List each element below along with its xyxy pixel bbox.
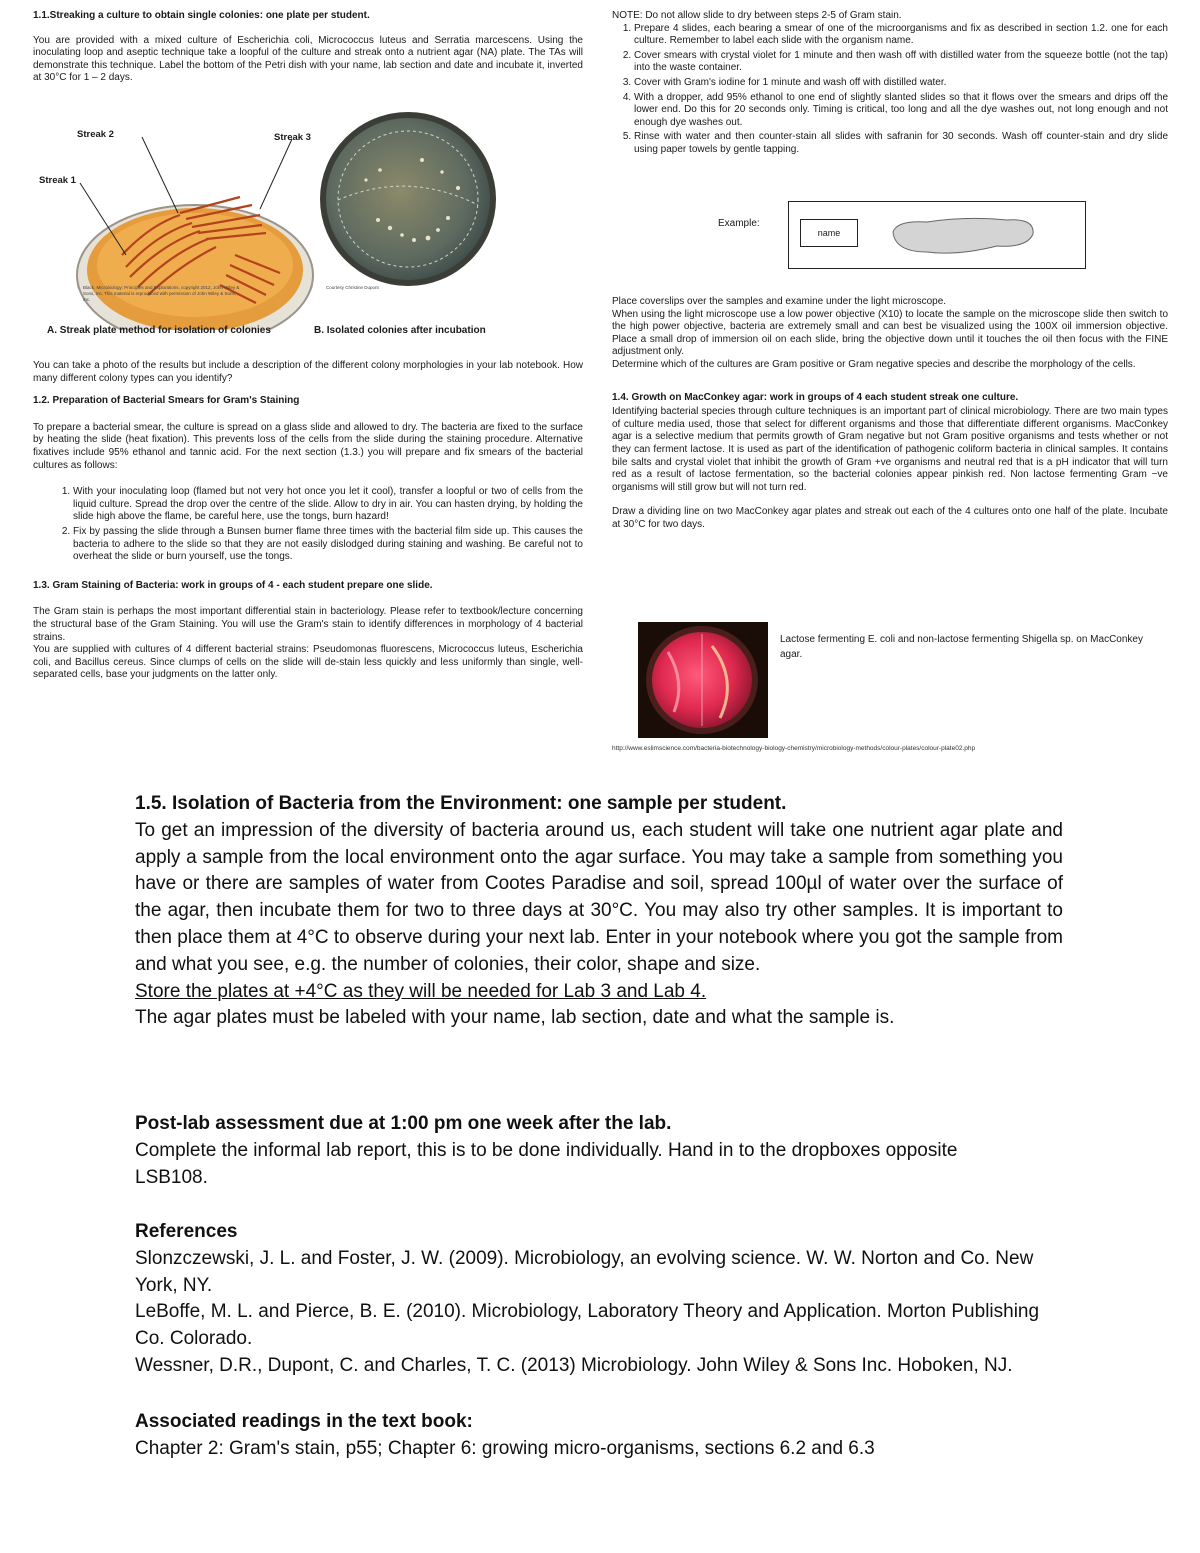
figure-a-credit: Black, Microbiology: Principles and Explorations, copyright 2012, John Wiley & Sons, Inc. This material is reproduced with permission of John Wiley & Sons, Inc. bbox=[83, 285, 240, 302]
reference-item: Slonzczewski, J. L. and Foster, J. W. (2009). Microbiology, an evolving science. W. W. Norton and Co. New York, NY. bbox=[135, 1247, 1034, 1296]
section-1-3-title: 1.3. Gram Staining of Bacteria: work in groups of 4 - each student prepare one slide. bbox=[33, 579, 433, 591]
figure-a-caption: A. Streak plate method for isolation of colonies bbox=[47, 325, 271, 336]
gram-step: 1. Prepare 4 slides, each bearing a smear of one of the microorganisms and fix as described in section 1.2. one for each culture. Remember to label each slide with the organism name. bbox=[634, 23, 1168, 48]
post-lab-title: Post-lab assessment due at 1:00 pm one week after the lab. bbox=[135, 1113, 672, 1134]
example-label: Example: bbox=[718, 218, 760, 229]
section-1-3-paragraph-2: You are supplied with cultures of 4 different bacterial strains: Pseudomonas fluorescens, Micrococcus luteus, Escherichia coli, and Bacillus cereus. Since clumps of cells on the slide will de-stain less quickly and less uniformly than single, well-separated cells, base your judgments on the latter only. bbox=[33, 644, 583, 681]
section-1-4-paragraph: Identifying bacterial species through culture techniques is an important part of clinical microbiology. There are two main types of culture media used, those that select for different organisms and those that differentiate different organisms. MacConkey agar is a selective medium that permits growth of Gram negative but not Gram positive organisms and tests whether or not they can ferment lactose. It is used as part of the identification of pathogenic coliform bacteria in clinical samples. It contains bile salts and crystal violet that inhibit the growth of Gram +ve organisms and neutral red that is a pH indicator that will turn red as a result of lactose fermentation, so the bacterial colonies appear pinkish red. Non lactose fermenting Gram −ve organisms will still grow but will not turn red. bbox=[612, 406, 1168, 493]
section-1-5 bbox=[135, 791, 1063, 1032]
references-section bbox=[135, 1219, 1045, 1380]
section-1-1-paragraph-2: You can take a photo of the results but include a description of the different colony morphologies in your lab notebook. How many different colony types can you identify? bbox=[33, 360, 583, 384]
gram-stain-note: NOTE: Do not allow slide to dry between steps 2-5 of Gram stain. bbox=[612, 10, 902, 21]
left-column-lower bbox=[33, 360, 583, 682]
example-slide bbox=[788, 201, 1086, 269]
references-title: References bbox=[135, 1221, 238, 1242]
macconkey-plate-photo bbox=[638, 622, 768, 738]
post-lab-section bbox=[135, 1111, 1035, 1191]
coverslip-paragraph: Place coverslips over the samples and examine under the light microscope. bbox=[612, 296, 947, 307]
section-1-2-title: 1.2. Preparation of Bacterial Smears for Gram's Staining bbox=[33, 395, 300, 407]
readings-section bbox=[135, 1409, 1063, 1463]
macconkey-source-url: http://www.eslimscience.com/bacteria-biotechnology-biology-chemistry/microbiology-methods/colour-plates/colour-plate02.php bbox=[612, 745, 976, 752]
section-1-1-paragraph: You are provided with a mixed culture of Escherichia coli, Micrococcus luteus and Serratia marcescens. Using the inoculating loop and aseptic technique take a loopful of the culture and streak onto a nutrient agar (NA) plate. The TAs will demonstrate this technique. Label the bottom of the Petri dish with your name, lab section and date and incubate it, inverted at 30°C for 1 – 2 days. bbox=[33, 34, 583, 84]
section-1-4-paragraph-2: Draw a dividing line on two MacConkey agar plates and streak out each of the 4 cultures onto one half of the plate. Incubate at 30°C for two days. bbox=[612, 506, 1168, 530]
gram-step: 4. With a dropper, add 95% ethanol to one end of slightly slanted slides so that it flows over the smears and drips off the lower end. Do this for 20 seconds only. Timing is critical, too long and all the dye washes out, not long enough and not enough dye washes out. bbox=[634, 92, 1168, 130]
smear-shape bbox=[887, 212, 1037, 258]
left-column bbox=[33, 10, 583, 85]
reference-item: LeBoffe, M. L. and Pierce, B. E. (2010). Microbiology, Laboratory Theory and Application. Morton Publishing Co. Colorado. bbox=[135, 1301, 1040, 1350]
streak-label-3: Streak 3 bbox=[274, 132, 311, 143]
section-1-1-title: 1.1.Streaking a culture to obtain single colonies: one plate per student. bbox=[33, 10, 370, 21]
gram-step: 3. Cover with Gram's iodine for 1 minute and wash off with distilled water. bbox=[634, 77, 1168, 90]
reference-item: Wessner, D.R., Dupont, C. and Charles, T. C. (2013) Microbiology. John Wiley & Sons Inc. Hoboken, NJ. bbox=[135, 1354, 1013, 1376]
figure-b-caption: B. Isolated colonies after incubation bbox=[314, 325, 486, 336]
store-plates-note: Store the plates at +4°C as they will be needed for Lab 3 and Lab 4. bbox=[135, 980, 707, 1002]
smear-step: 2. Fix by passing the slide through a Bunsen burner flame three times with the bacterial film side up. This causes the bacteria to adhere to the slide so that they are not easily dislodged during staining and washing. Be careful not to overheat the slide or burn yourself, use the tongs. bbox=[73, 526, 583, 564]
streak-label-1: Streak 1 bbox=[39, 175, 76, 186]
label-plates-note: The agar plates must be labeled with your name, lab section, date and what the sample is. bbox=[135, 1007, 895, 1029]
readings-text: Chapter 2: Gram's stain, p55; Chapter 6: growing micro-organisms, sections 6.2 and 6.3 bbox=[135, 1437, 875, 1459]
post-lab-text: Complete the informal lab report, this is to be done individually. Hand in to the dropboxes opposite LSB108. bbox=[135, 1139, 958, 1188]
isolated-colonies-photo bbox=[318, 110, 498, 288]
section-1-5-paragraph: To get an impression of the diversity of bacteria around us, each student will take one nutrient agar plate and apply a sample from the local environment onto the agar surface. You may take a sample from something you have or there are samples of water from Cootes Paradise and soil, spread 100µl of water over the surface of the agar, then incubate them for two to three days at 30°C. You may also try other samples. It is important to then place them at 4°C to observe during your next lab. Enter in your notebook where you got the sample from and what you see, e.g. the number of colonies, their color, shape and size. bbox=[135, 819, 1063, 975]
streak-label-2: Streak 2 bbox=[77, 129, 114, 140]
slide-name-text: name bbox=[817, 228, 841, 238]
gram-step: 5. Rinse with water and then counter-stain all slides with safranin for 30 seconds. Wash off counter-stain and dry slide using paper towels by gentle tapping. bbox=[634, 131, 1168, 156]
smear-step: 1. With your inoculating loop (flamed but not very hot once you let it cool), transfer a loopful or two of cells from the liquid culture. Spread the drop over the centre of the slide. Allow to dry in air. You can hasten drying, by holding the slide high above the flame, be careful here, use the tongs, burn hazard! bbox=[73, 486, 583, 524]
section-1-5-title: 1.5. Isolation of Bacteria from the Environment: one sample per student. bbox=[135, 793, 787, 814]
readings-title: Associated readings in the text book: bbox=[135, 1411, 473, 1432]
gram-stain-steps bbox=[612, 23, 1168, 157]
right-column-lower bbox=[612, 296, 1168, 532]
section-1-4-title: 1.4. Growth on MacConkey agar: work in groups of 4 each student streak one culture. bbox=[612, 391, 1019, 403]
section-1-3-paragraph: The Gram stain is perhaps the most important differential stain in bacteriology. Please refer to textbook/lecture concerning the structural base of the Gram Staining. You will use the Gram's stain to identify differences in morphology of 4 bacterial strains. bbox=[33, 606, 583, 643]
smear-steps-list bbox=[55, 486, 583, 564]
macconkey-caption: Lactose fermenting E. coli and non-lactose fermenting Shigella sp. on MacConkey agar. bbox=[780, 634, 1143, 660]
section-1-2-paragraph: To prepare a bacterial smear, the culture is spread on a glass slide and allowed to dry. The bacteria are fixed to the surface by heating the slide (heat fixation). This prevents loss of the cells from the slide during the staining procedure. Alternative fixatives include 95% ethanol and tannic acid. For the next section (1.3.) you will prepare and fix smears of the bacterial cultures as follows: bbox=[33, 421, 583, 471]
gram-step: 2. Cover smears with crystal violet for 1 minute and then wash off with distilled water from the squeeze bottle (not the tap) into the waste container. bbox=[634, 50, 1168, 75]
microscope-paragraph: When using the light microscope use a low power objective (X10) to locate the sample on the microscope slide then switch to the high power objective, bacteria are extremely small and can best be visualized using the 100X oil immersion objective. Place a small drop of immersion oil on each slide, bring the objective down until it touches the oil then focus with the FINE adjustment only. bbox=[612, 308, 1168, 358]
right-column bbox=[612, 10, 1168, 159]
determine-paragraph: Determine which of the cultures are Gram positive or Gram negative species and describe the morphology of the cells. bbox=[612, 358, 1136, 370]
figure-b-credit: Courtesy Christine Dupont bbox=[326, 285, 379, 290]
slide-name-label bbox=[800, 219, 858, 247]
